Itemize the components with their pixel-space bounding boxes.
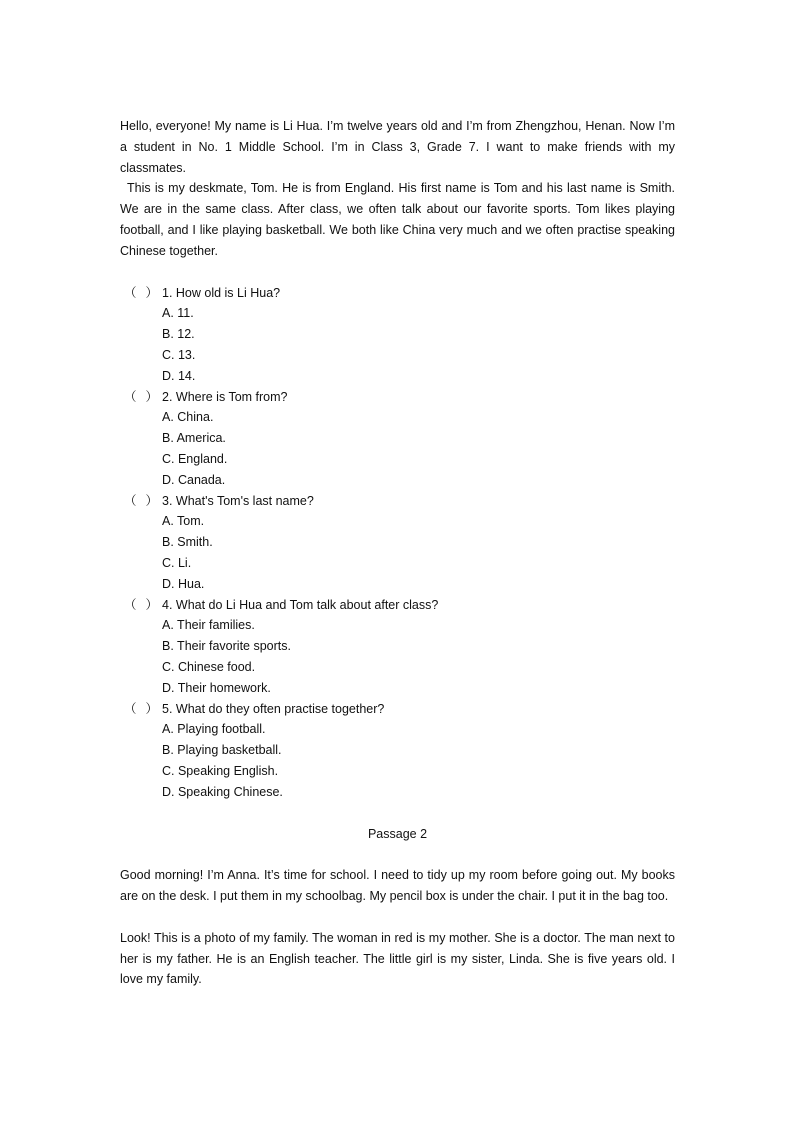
spacer [120,907,675,928]
option-c: C. 13. [162,347,196,362]
option-b: B. Smith. [162,535,213,550]
option-a: A. Their families. [162,618,255,633]
option-c: C. Speaking English. [162,763,279,778]
option-c: C. Li. [162,555,192,570]
answer-blank[interactable]: （ ） [124,493,158,508]
option-d: D. 14. [162,368,196,383]
document-page [120,116,675,990]
passage1-paragraph1: Hello, everyone! My name is Li Hua. I’m twelve years old and I’m from Zhengzhou, Henan. Now I’m a student in No. 1 Middle School. I’m in Class 3, Grade 7. I want to make friends with my classmates. [120,119,675,175]
option-d: D. Speaking Chinese. [162,784,283,799]
question-2 [120,387,675,408]
option-d: D. Their homework. [162,680,271,695]
question-text: 4. What do Li Hua and Tom talk about after class? [162,597,439,612]
passage2-paragraph1: Good morning! I’m Anna. It’s time for school. I need to tidy up my room before going out. My books are on the desk. I put them in my schoolbag. My pencil box is under the chair. I put it in the bag too. [120,868,675,904]
question-text: 5. What do they often practise together? [162,701,385,716]
question-1 [120,283,675,304]
answer-blank[interactable]: （ ） [124,701,158,716]
option-c: C. England. [162,451,228,466]
answer-blank[interactable]: （ ） [124,389,158,404]
question-text: 1. How old is Li Hua? [162,285,281,300]
spacer [120,844,675,865]
passage2-paragraph2: Look! This is a photo of my family. The woman in red is my mother. She is a doctor. The man next to her is my father. He is an English teacher. The little girl is my sister, Linda. She is five years old. I love my family. [120,930,675,987]
option-d: D. Canada. [162,472,226,487]
question-4 [120,595,675,616]
question-list [120,283,675,803]
question-text: 2. Where is Tom from? [162,389,288,404]
option-d: D. Hua. [162,576,205,591]
passage2-title: Passage 2 [367,826,428,841]
answer-blank[interactable]: （ ） [124,285,158,300]
option-a: A. China. [162,410,214,425]
passage1-paragraph2: This is my deskmate, Tom. He is from England. His first name is Tom and his last name is Smith. We are in the same class. After class, we often talk about our favorite sports. Tom likes playing football, and I like playing basketball. We both like China very much and we often practise speaking Chinese together. [120,181,675,258]
question-3 [120,491,675,512]
question-5 [120,699,675,720]
option-a: A. Tom. [162,514,205,529]
spacer [120,262,675,283]
option-a: A. 11. [162,306,194,321]
answer-blank[interactable]: （ ） [124,597,158,612]
option-b: B. Playing basketball. [162,743,282,758]
option-a: A. Playing football. [162,722,266,737]
option-b: B. Their favorite sports. [162,639,291,654]
spacer [120,803,675,824]
question-text: 3. What's Tom's last name? [162,493,314,508]
option-c: C. Chinese food. [162,659,256,674]
option-b: B. America. [162,431,226,446]
option-b: B. 12. [162,327,195,342]
